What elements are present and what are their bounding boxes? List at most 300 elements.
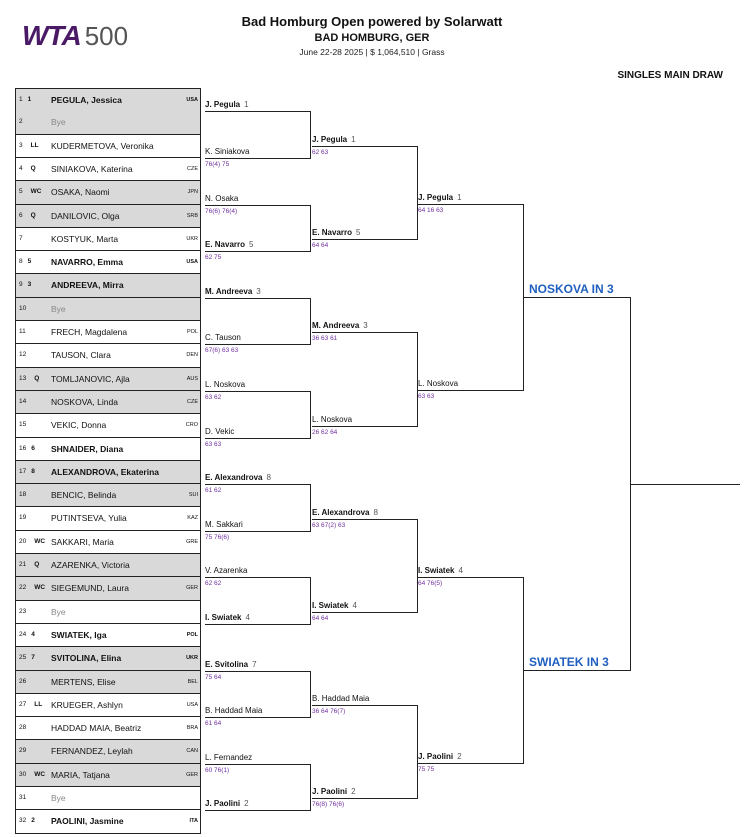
entry-row (15, 554, 201, 577)
winner-name-text: J. Pegula (312, 135, 348, 144)
winner-name-text: J. Paolini (205, 799, 241, 808)
winner-name-text: E. Alexandrova (205, 473, 263, 482)
bracket-line (205, 344, 310, 345)
entry-position (19, 165, 39, 172)
entry-position (19, 305, 39, 312)
country-code: POL (186, 329, 198, 335)
entry-position (19, 514, 39, 521)
winner-seed: 8 (266, 473, 271, 482)
seed-number: 4 (31, 631, 35, 638)
winner-name-text: I. Swiatek (312, 601, 349, 610)
winner-name (312, 415, 356, 424)
bracket-line (205, 717, 310, 718)
entry-position (19, 631, 39, 638)
entry-position (19, 608, 39, 615)
bracket-line (523, 297, 630, 298)
entry-tag: WC (30, 188, 42, 195)
bracket-line (205, 764, 310, 765)
position-number: 31 (19, 794, 27, 801)
country-code: JPN (187, 189, 198, 195)
position-number: 7 (19, 235, 23, 242)
match-score: 60 76(1) (205, 767, 230, 774)
bracket-line (418, 763, 523, 764)
tournament-title: Bad Homburg Open powered by Solarwatt (241, 14, 503, 29)
winner-name-text: B. Haddad Maia (312, 694, 370, 703)
player-name: MERTENS, Elise (51, 677, 116, 687)
match-score: 76(6) 76(4) (205, 208, 238, 215)
entry-position (19, 188, 42, 195)
bracket-line (310, 298, 311, 345)
position-number: 4 (19, 165, 23, 172)
player-name: BENCIC, Belinda (51, 490, 117, 500)
winner-name-text: M. Andreeva (205, 287, 253, 296)
match-score: 63 62 (205, 394, 222, 401)
bracket-line (310, 671, 311, 718)
winner-name (205, 240, 253, 249)
player-name: Bye (51, 793, 66, 803)
position-number: 27 (19, 701, 27, 708)
position-number: 10 (19, 305, 27, 312)
entry-row (15, 158, 201, 181)
entry-row (15, 414, 201, 438)
entry-row (15, 135, 201, 158)
entry-row (15, 298, 201, 321)
winner-seed: 1 (457, 193, 462, 202)
entry-row (15, 391, 201, 414)
position-number: 15 (19, 421, 27, 428)
bracket-line (418, 390, 523, 391)
entry-tag: Q (34, 561, 40, 568)
position-number: 14 (19, 398, 27, 405)
winner-name (205, 333, 245, 342)
winner-name-text: J. Pegula (205, 100, 241, 109)
winner-seed: 8 (373, 508, 378, 517)
country-code: CZE (187, 166, 198, 172)
bracket-line (205, 671, 310, 672)
winner-name (205, 799, 249, 808)
country-code: GER (186, 772, 198, 778)
entry-tag: Q (34, 375, 40, 382)
entry-row (15, 624, 201, 647)
match-score: 75 75 (418, 766, 435, 773)
winner-name (312, 694, 373, 703)
country-code: GRE (186, 539, 198, 545)
entry-row (15, 484, 201, 507)
match-score: 64 76(5) (418, 580, 443, 587)
country-code: POL (186, 632, 198, 638)
player-name: Bye (51, 117, 66, 127)
position-number: 16 (19, 445, 27, 452)
player-name: FERNANDEZ, Leylah (51, 746, 133, 756)
country-code: SRB (186, 213, 198, 219)
bracket-line (523, 670, 630, 671)
match-score: 76(8) 76(6) (312, 801, 345, 808)
position-number: 12 (19, 351, 27, 358)
winner-name-text: M. Andreeva (312, 321, 360, 330)
winner-seed: 4 (458, 566, 463, 575)
seed-number: 7 (31, 654, 35, 661)
position-number: 25 (19, 654, 27, 661)
entry-position (19, 584, 46, 591)
position-number: 18 (19, 491, 27, 498)
bracket-line (630, 484, 740, 485)
player-name: Bye (51, 304, 66, 314)
winner-name (418, 566, 463, 575)
bracket-line (312, 519, 417, 520)
entry-row (15, 717, 201, 740)
winner-name-text: V. Azarenka (205, 566, 248, 575)
player-name: HADDAD MAIA, Beatriz (51, 723, 142, 733)
winner-name-text: B. Haddad Maia (205, 706, 263, 715)
winner-name (312, 228, 360, 237)
final-label: NOSKOVA IN 3 (529, 282, 614, 296)
player-name: MARIA, Tatjana (51, 770, 110, 780)
winner-name (205, 566, 251, 575)
bracket-line (312, 146, 417, 147)
position-number: 2 (19, 118, 23, 125)
entry-position (19, 794, 39, 801)
entry-row (15, 810, 201, 834)
winner-seed: 3 (363, 321, 368, 330)
entry-row (15, 251, 201, 274)
position-number: 3 (19, 142, 23, 149)
entry-position (19, 561, 39, 568)
position-number: 24 (19, 631, 27, 638)
player-name: NOSKOVA, Linda (51, 397, 118, 407)
match-score: 36 63 61 (312, 335, 338, 342)
player-name: AZARENKA, Victoria (51, 560, 130, 570)
position-number: 22 (19, 584, 27, 591)
player-name: KRUEGER, Ashlyn (51, 700, 123, 710)
entry-position (19, 678, 39, 685)
player-name: PAOLINI, Jasmine (51, 816, 124, 826)
country-code: DEN (186, 352, 198, 358)
winner-name-text: L. Noskova (312, 415, 353, 424)
winner-seed: 4 (352, 601, 357, 610)
entry-tag: WC (34, 771, 46, 778)
player-name: SHNAIDER, Diana (51, 444, 124, 454)
winner-name (312, 601, 357, 610)
entry-position (19, 421, 39, 428)
match-score: 64 16 63 (418, 207, 444, 214)
entry-row (15, 181, 201, 205)
entry-row (15, 577, 201, 601)
entry-row (15, 461, 201, 484)
entry-tag: WC (34, 538, 46, 545)
entry-position (19, 398, 39, 405)
seed-number: 8 (31, 468, 35, 475)
winner-name-text: L. Noskova (205, 380, 246, 389)
country-code: CAN (186, 748, 198, 754)
tournament-info: June 22-28 2025 | $ 1,064,510 | Grass (299, 47, 445, 57)
winner-name (312, 321, 368, 330)
bracket-line (418, 204, 523, 205)
entry-position (19, 538, 46, 545)
winner-seed: 2 (351, 787, 356, 796)
entry-position (19, 724, 39, 731)
entry-tag: WC (34, 584, 46, 591)
winner-name (205, 194, 242, 203)
bracket-line (310, 577, 311, 625)
player-name: SVITOLINA, Elina (51, 653, 122, 663)
winner-name (205, 660, 257, 669)
entry-tag: Q (30, 212, 36, 219)
winner-name-text: E. Svitolina (205, 660, 249, 669)
bracket-line (310, 764, 311, 811)
winner-name (418, 752, 462, 761)
winner-name-text: I. Swiatek (205, 613, 242, 622)
player-name: TAUSON, Clara (51, 350, 111, 360)
player-name: OSAKA, Naomi (51, 187, 110, 197)
entry-position (19, 142, 39, 149)
player-name: PEGULA, Jessica (51, 95, 122, 105)
bracket-line (205, 205, 310, 206)
entry-position (19, 771, 46, 778)
winner-name-text: C. Tauson (205, 333, 241, 342)
winner-name-text: L. Fernandez (205, 753, 253, 762)
player-name: SIEGEMUND, Laura (51, 583, 129, 593)
entry-row (15, 344, 201, 368)
position-number: 6 (19, 212, 23, 219)
seed-number: 5 (27, 258, 32, 265)
position-number: 28 (19, 724, 27, 731)
winner-name-text: J. Paolini (418, 752, 454, 761)
winner-name-text: I. Swiatek (418, 566, 455, 575)
winner-name-text: K. Siniakova (205, 147, 250, 156)
winner-seed: 1 (351, 135, 356, 144)
seed-number: 6 (31, 445, 35, 452)
match-score: 75 76(6) (205, 534, 230, 541)
position-number: 23 (19, 608, 27, 615)
match-score: 62 63 (312, 149, 329, 156)
country-code: CRO (185, 422, 198, 428)
entry-row (15, 601, 201, 624)
winner-name-text: L. Noskova (418, 379, 459, 388)
entry-position (19, 701, 43, 708)
winner-name (205, 147, 253, 156)
entry-row (15, 274, 201, 298)
player-name: PUTINTSEVA, Yulia (51, 513, 127, 523)
winner-name (205, 706, 266, 715)
player-name: SAKKARI, Maria (51, 537, 114, 547)
winner-name-text: E. Navarro (205, 240, 246, 249)
match-score: 64 64 (312, 615, 329, 622)
country-code: ITA (189, 818, 198, 824)
logo-text: WTA (22, 20, 81, 51)
player-name: ANDREEVA, Mirra (51, 280, 124, 290)
player-name: NAVARRO, Emma (51, 257, 123, 267)
entry-position (19, 817, 39, 824)
winner-name-text: E. Alexandrova (312, 508, 370, 517)
position-number: 29 (19, 747, 27, 754)
winner-seed: 7 (252, 660, 257, 669)
position-number: 20 (19, 538, 27, 545)
match-score: 61 62 (205, 487, 222, 494)
bracket-line (312, 705, 417, 706)
bracket-line (205, 158, 310, 159)
country-code: KAZ (187, 515, 198, 521)
player-name: SINIAKOVA, Katerina (51, 164, 133, 174)
winner-name-text: J. Pegula (418, 193, 454, 202)
winner-name (312, 787, 356, 796)
match-score: 64 64 (312, 242, 329, 249)
entry-row (15, 228, 201, 251)
entry-row (15, 438, 201, 461)
position-number: 19 (19, 514, 27, 521)
entry-row (15, 787, 201, 810)
bracket-line (205, 484, 310, 485)
country-code: USA (186, 702, 198, 708)
match-score: 36 64 76(7) (312, 708, 346, 715)
position-number: 1 (19, 96, 23, 103)
position-number: 26 (19, 678, 27, 685)
winner-name (418, 193, 462, 202)
country-code: BRA (186, 725, 198, 731)
entry-position (19, 281, 39, 288)
bracket-line (205, 624, 310, 625)
entry-tag: LL (34, 701, 43, 708)
entry-row (15, 740, 201, 764)
seed-number: 2 (31, 817, 35, 824)
winner-name (205, 473, 271, 482)
player-name: ALEXANDROVA, Ekaterina (51, 467, 160, 477)
country-code: AUS (186, 376, 198, 382)
winner-name-text: D. Vekic (205, 427, 235, 436)
entry-row (15, 88, 201, 112)
player-name: KOSTYUK, Marta (51, 234, 119, 244)
winner-seed: 2 (244, 799, 249, 808)
draw-title: SINGLES MAIN DRAW (617, 70, 723, 81)
winner-name (312, 508, 378, 517)
entry-position (19, 445, 39, 452)
match-score: 76(4) 75 (205, 161, 230, 168)
entry-position (19, 258, 39, 265)
bracket-line (312, 612, 417, 613)
bracket-line (310, 484, 311, 532)
entry-position (19, 491, 39, 498)
position-number: 32 (19, 817, 27, 824)
winner-name (205, 753, 256, 762)
country-code: USA (186, 259, 198, 265)
entry-row (15, 694, 201, 717)
entry-position (19, 375, 39, 382)
seed-number: 1 (27, 96, 32, 103)
position-number: 11 (19, 328, 26, 335)
country-code: GER (186, 585, 198, 591)
winner-seed: 5 (249, 240, 254, 249)
bracket-line (418, 577, 523, 578)
bracket-line (312, 332, 417, 333)
position-number: 13 (19, 375, 27, 382)
entry-row (15, 321, 201, 344)
player-name: FRECH, Magdalena (51, 327, 128, 337)
bracket-line (310, 391, 311, 439)
match-score: 26 62 64 (312, 429, 338, 436)
winner-name (205, 380, 249, 389)
match-score: 63 63 (418, 393, 435, 400)
bracket-line (205, 111, 310, 112)
player-name: DANILOVIC, Olga (51, 211, 120, 221)
position-number: 9 (19, 281, 23, 288)
final-label: SWIATEK IN 3 (529, 655, 609, 669)
winner-name-text: N. Osaka (205, 194, 239, 203)
entry-row (15, 507, 201, 531)
bracket-line (205, 298, 310, 299)
player-name: TOMLJANOVIC, Ajla (51, 374, 130, 384)
winner-name (205, 613, 250, 622)
winner-seed: 2 (457, 752, 462, 761)
entry-row (15, 764, 201, 787)
match-score: 61 64 (205, 720, 222, 727)
entry-position (19, 235, 39, 242)
tournament-location: BAD HOMBURG, GER (314, 32, 430, 44)
entry-row (15, 671, 201, 694)
match-score: 67(6) 63 63 (205, 347, 239, 354)
winner-name (205, 427, 238, 436)
bracket-line (310, 111, 311, 159)
entry-tag: Q (30, 165, 36, 172)
entry-row (15, 368, 201, 391)
bracket-line (205, 438, 310, 439)
winner-name (312, 135, 356, 144)
bracket-line (205, 251, 310, 252)
bracket-line (312, 239, 417, 240)
winner-name-text: M. Sakkari (205, 520, 243, 529)
country-code: CZE (187, 399, 198, 405)
player-name: VEKIC, Donna (51, 420, 107, 430)
winner-seed: 1 (244, 100, 249, 109)
match-score: 75 64 (205, 674, 222, 681)
match-score: 63 63 (205, 441, 222, 448)
country-code: UKR (186, 236, 198, 242)
country-code: USA (186, 97, 198, 103)
winner-seed: 3 (256, 287, 261, 296)
winner-name-text: J. Paolini (312, 787, 348, 796)
entry-position (19, 328, 39, 335)
seed-number: 3 (27, 281, 32, 288)
entry-position (19, 747, 39, 754)
position-number: 8 (19, 258, 23, 265)
winner-name (205, 287, 261, 296)
winner-seed: 5 (356, 228, 361, 237)
bracket-line (205, 810, 310, 811)
winner-name (205, 520, 247, 529)
winner-seed: 4 (245, 613, 250, 622)
player-name: SWIATEK, Iga (51, 630, 107, 640)
player-name: Bye (51, 607, 66, 617)
bracket-line (205, 577, 310, 578)
match-score: 62 62 (205, 580, 222, 587)
bracket-line (312, 798, 417, 799)
position-number: 30 (19, 771, 27, 778)
player-name: KUDERMETOVA, Veronika (51, 141, 154, 151)
country-code: BEL (187, 679, 198, 685)
bracket-line (312, 426, 417, 427)
entry-position (19, 468, 39, 475)
winner-name-text: E. Navarro (312, 228, 353, 237)
match-score: 63 67(2) 63 (312, 522, 346, 529)
entry-position (19, 654, 39, 661)
bracket-line (205, 391, 310, 392)
winner-name (418, 379, 462, 388)
entry-tag: LL (30, 142, 39, 149)
logo-level: 500 (84, 20, 129, 51)
entry-row (15, 531, 201, 554)
country-code: SUI (188, 492, 198, 498)
entry-position (19, 96, 39, 103)
entry-row (15, 111, 201, 135)
entry-position (19, 212, 39, 219)
